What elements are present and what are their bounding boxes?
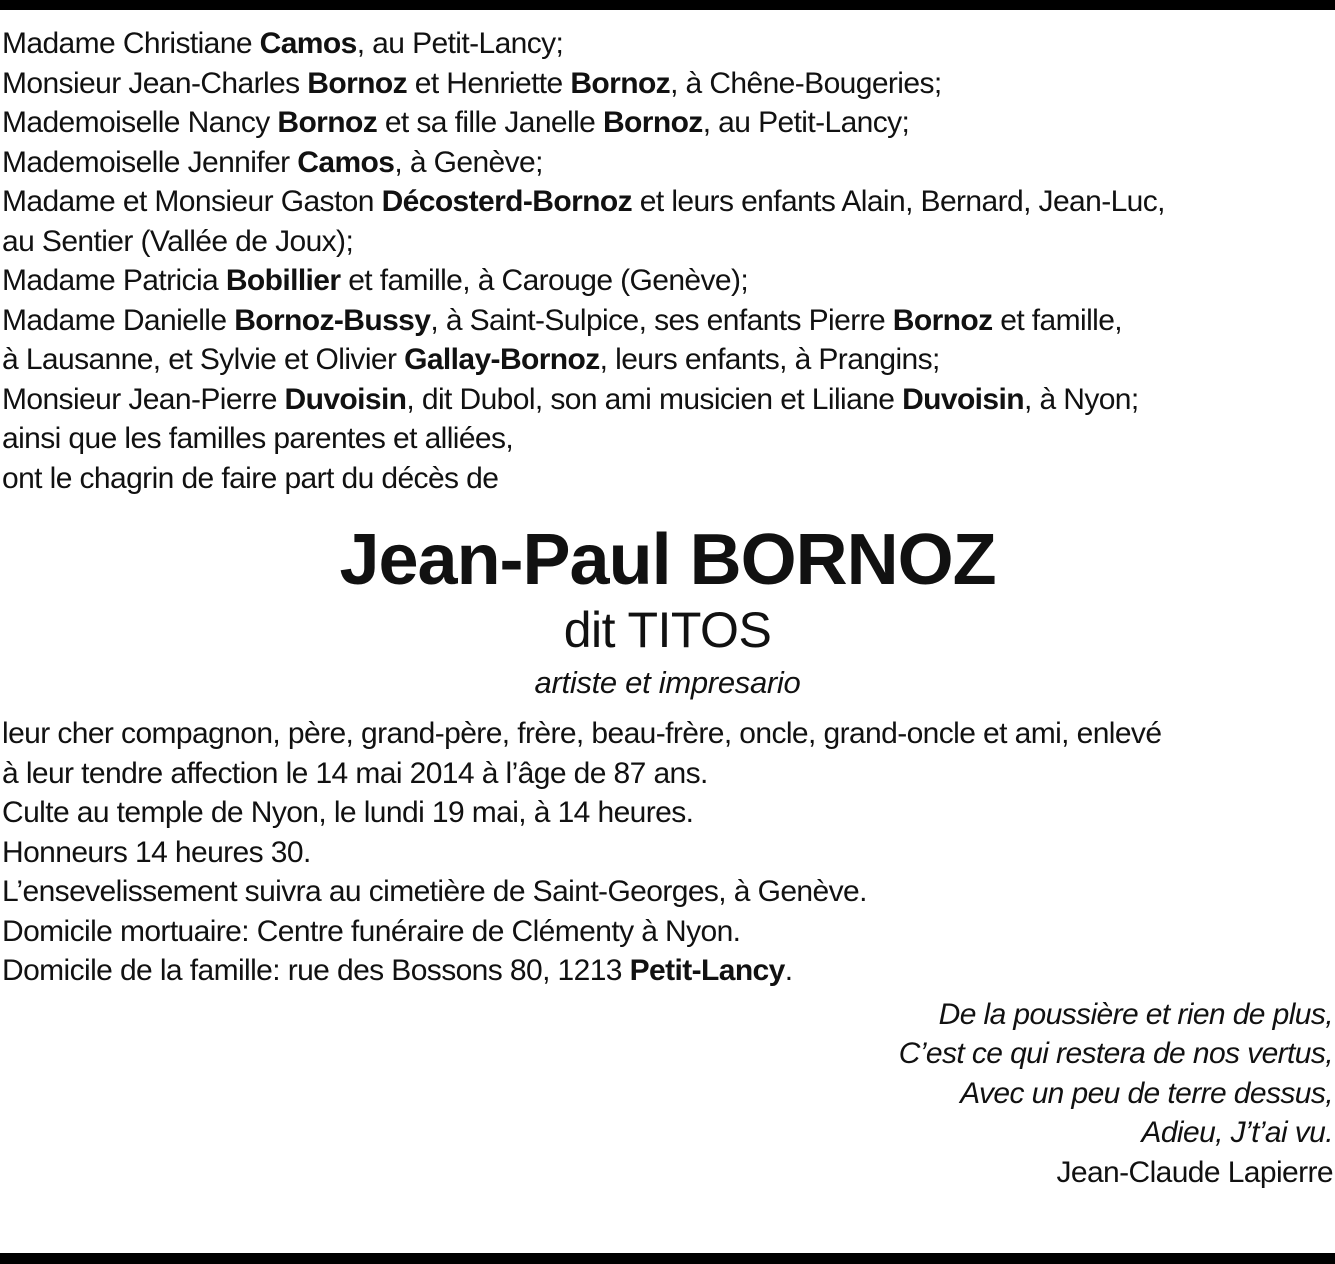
text-run: Monsieur Jean-Pierre [2, 382, 285, 416]
text-run: Culte au temple de Nyon, le lundi 19 mai, à 14 heures. [2, 796, 694, 829]
text-run: Mademoiselle Nancy [2, 106, 278, 139]
text-run: à Lausanne, et Sylvie et Olivier [2, 343, 405, 376]
surname: Bornoz [277, 106, 378, 139]
detail-line [2, 754, 1333, 794]
surname: Camos [297, 145, 395, 179]
deceased-name: Jean-Paul BORNOZ [339, 520, 996, 600]
text-run: L’ensevelissement suivra au cimetière de Saint-Georges, à Genève. [2, 875, 867, 908]
announcement-line [2, 301, 1333, 341]
text-run: , à Saint-Sulpice, ses enfants Pierre [430, 303, 893, 337]
detail-line [2, 793, 1333, 833]
announcement-line [2, 24, 1333, 64]
announcement-line [2, 143, 1333, 183]
text-run: , au Petit-Lancy; [702, 106, 910, 139]
text-run: , à Nyon; [1023, 382, 1139, 416]
surname: Gallay-Bornoz [404, 343, 600, 376]
announcement-line [2, 64, 1333, 104]
announcement-line [2, 182, 1333, 222]
announcement-line [2, 261, 1333, 301]
poem [2, 995, 1333, 1193]
surname: Duvoisin [902, 382, 1024, 416]
poem-line: Avec un peu de terre dessus, [960, 1076, 1333, 1110]
bottom-rule [0, 1253, 1335, 1264]
surname: Bornoz [307, 66, 407, 100]
poem-line: Adieu, J’t’ai vu. [1141, 1116, 1333, 1149]
surname: Duvoisin [284, 382, 407, 416]
deceased-block [2, 520, 1333, 704]
text-run: , leurs enfants, à Prangins; [599, 343, 940, 376]
announcement-line [2, 419, 1333, 459]
text-run: Domicile de la famille: rue des Bossons 80, 1213 [2, 954, 630, 987]
detail-line [2, 714, 1333, 754]
funeral-details [2, 714, 1333, 991]
text-run: Mademoiselle Jennifer [2, 145, 298, 179]
text-run: et Henriette [407, 66, 571, 100]
text-run: leur cher compagnon, père, grand-père, frère, beau-frère, oncle, grand-oncle et ami, enlevé [2, 717, 1162, 750]
detail-line [2, 833, 1333, 873]
text-run: Monsieur Jean-Charles [2, 66, 308, 100]
text-run: à leur tendre affection le 14 mai 2014 à l’âge de 87 ans. [2, 756, 708, 790]
detail-line [2, 872, 1333, 912]
detail-line [2, 912, 1333, 952]
text-run: et famille, [992, 303, 1123, 337]
text-run: Madame et Monsieur Gaston [2, 185, 382, 218]
text-run: Madame Danielle [2, 303, 235, 337]
deceased-occupation: artiste et impresario [534, 665, 801, 700]
announcement-line [2, 459, 1333, 499]
surname: Bornoz [892, 303, 993, 337]
detail-line [2, 951, 1333, 991]
text-run: ainsi que les familles parentes et alliées, [2, 422, 514, 455]
poem-line: De la poussière et rien de plus, [938, 997, 1333, 1031]
top-rule [0, 0, 1335, 10]
surname: Camos [259, 27, 357, 60]
text-run: . [784, 954, 793, 987]
surname: Bornoz-Bussy [234, 303, 431, 337]
text-run: ont le chagrin de faire part du décès de [2, 461, 499, 495]
poem-line: C’est ce qui restera de nos vertus, [898, 1037, 1333, 1070]
text-run: et sa fille Janelle [377, 106, 603, 139]
text-run: et leurs enfants Alain, Bernard, Jean-Luc, [632, 185, 1165, 218]
text-run: , dit Dubol, son ami musicien et Liliane [406, 382, 903, 416]
text-run: , à Chêne-Bougeries; [670, 66, 942, 100]
poem-author: Jean-Claude Lapierre [1056, 1155, 1333, 1189]
text-run: , à Genève; [394, 145, 543, 179]
text-run: , au Petit-Lancy; [356, 27, 564, 60]
family-announcement [2, 24, 1333, 498]
text-run: au Sentier (Vallée de Joux); [2, 224, 354, 258]
text-run: Madame Patricia [2, 264, 226, 297]
surname: Bornoz [602, 106, 703, 139]
announcement-line [2, 103, 1333, 143]
surname: Décosterd-Bornoz [381, 185, 633, 218]
surname: Bornoz [570, 66, 671, 100]
obituary-notice [2, 24, 1333, 1192]
text-run: Honneurs 14 heures 30. [2, 835, 311, 869]
text-run: Domicile mortuaire: Centre funéraire de Clémenty à Nyon. [2, 914, 741, 948]
surname: Bobillier [225, 264, 341, 297]
deceased-nickname: dit TITOS [563, 602, 772, 658]
text-run: Madame Christiane [2, 27, 260, 60]
text-run: et famille, à Carouge (Genève); [340, 264, 749, 297]
announcement-line [2, 222, 1333, 262]
announcement-line [2, 380, 1333, 420]
announcement-line [2, 340, 1333, 380]
surname: Petit-Lancy [629, 954, 785, 987]
